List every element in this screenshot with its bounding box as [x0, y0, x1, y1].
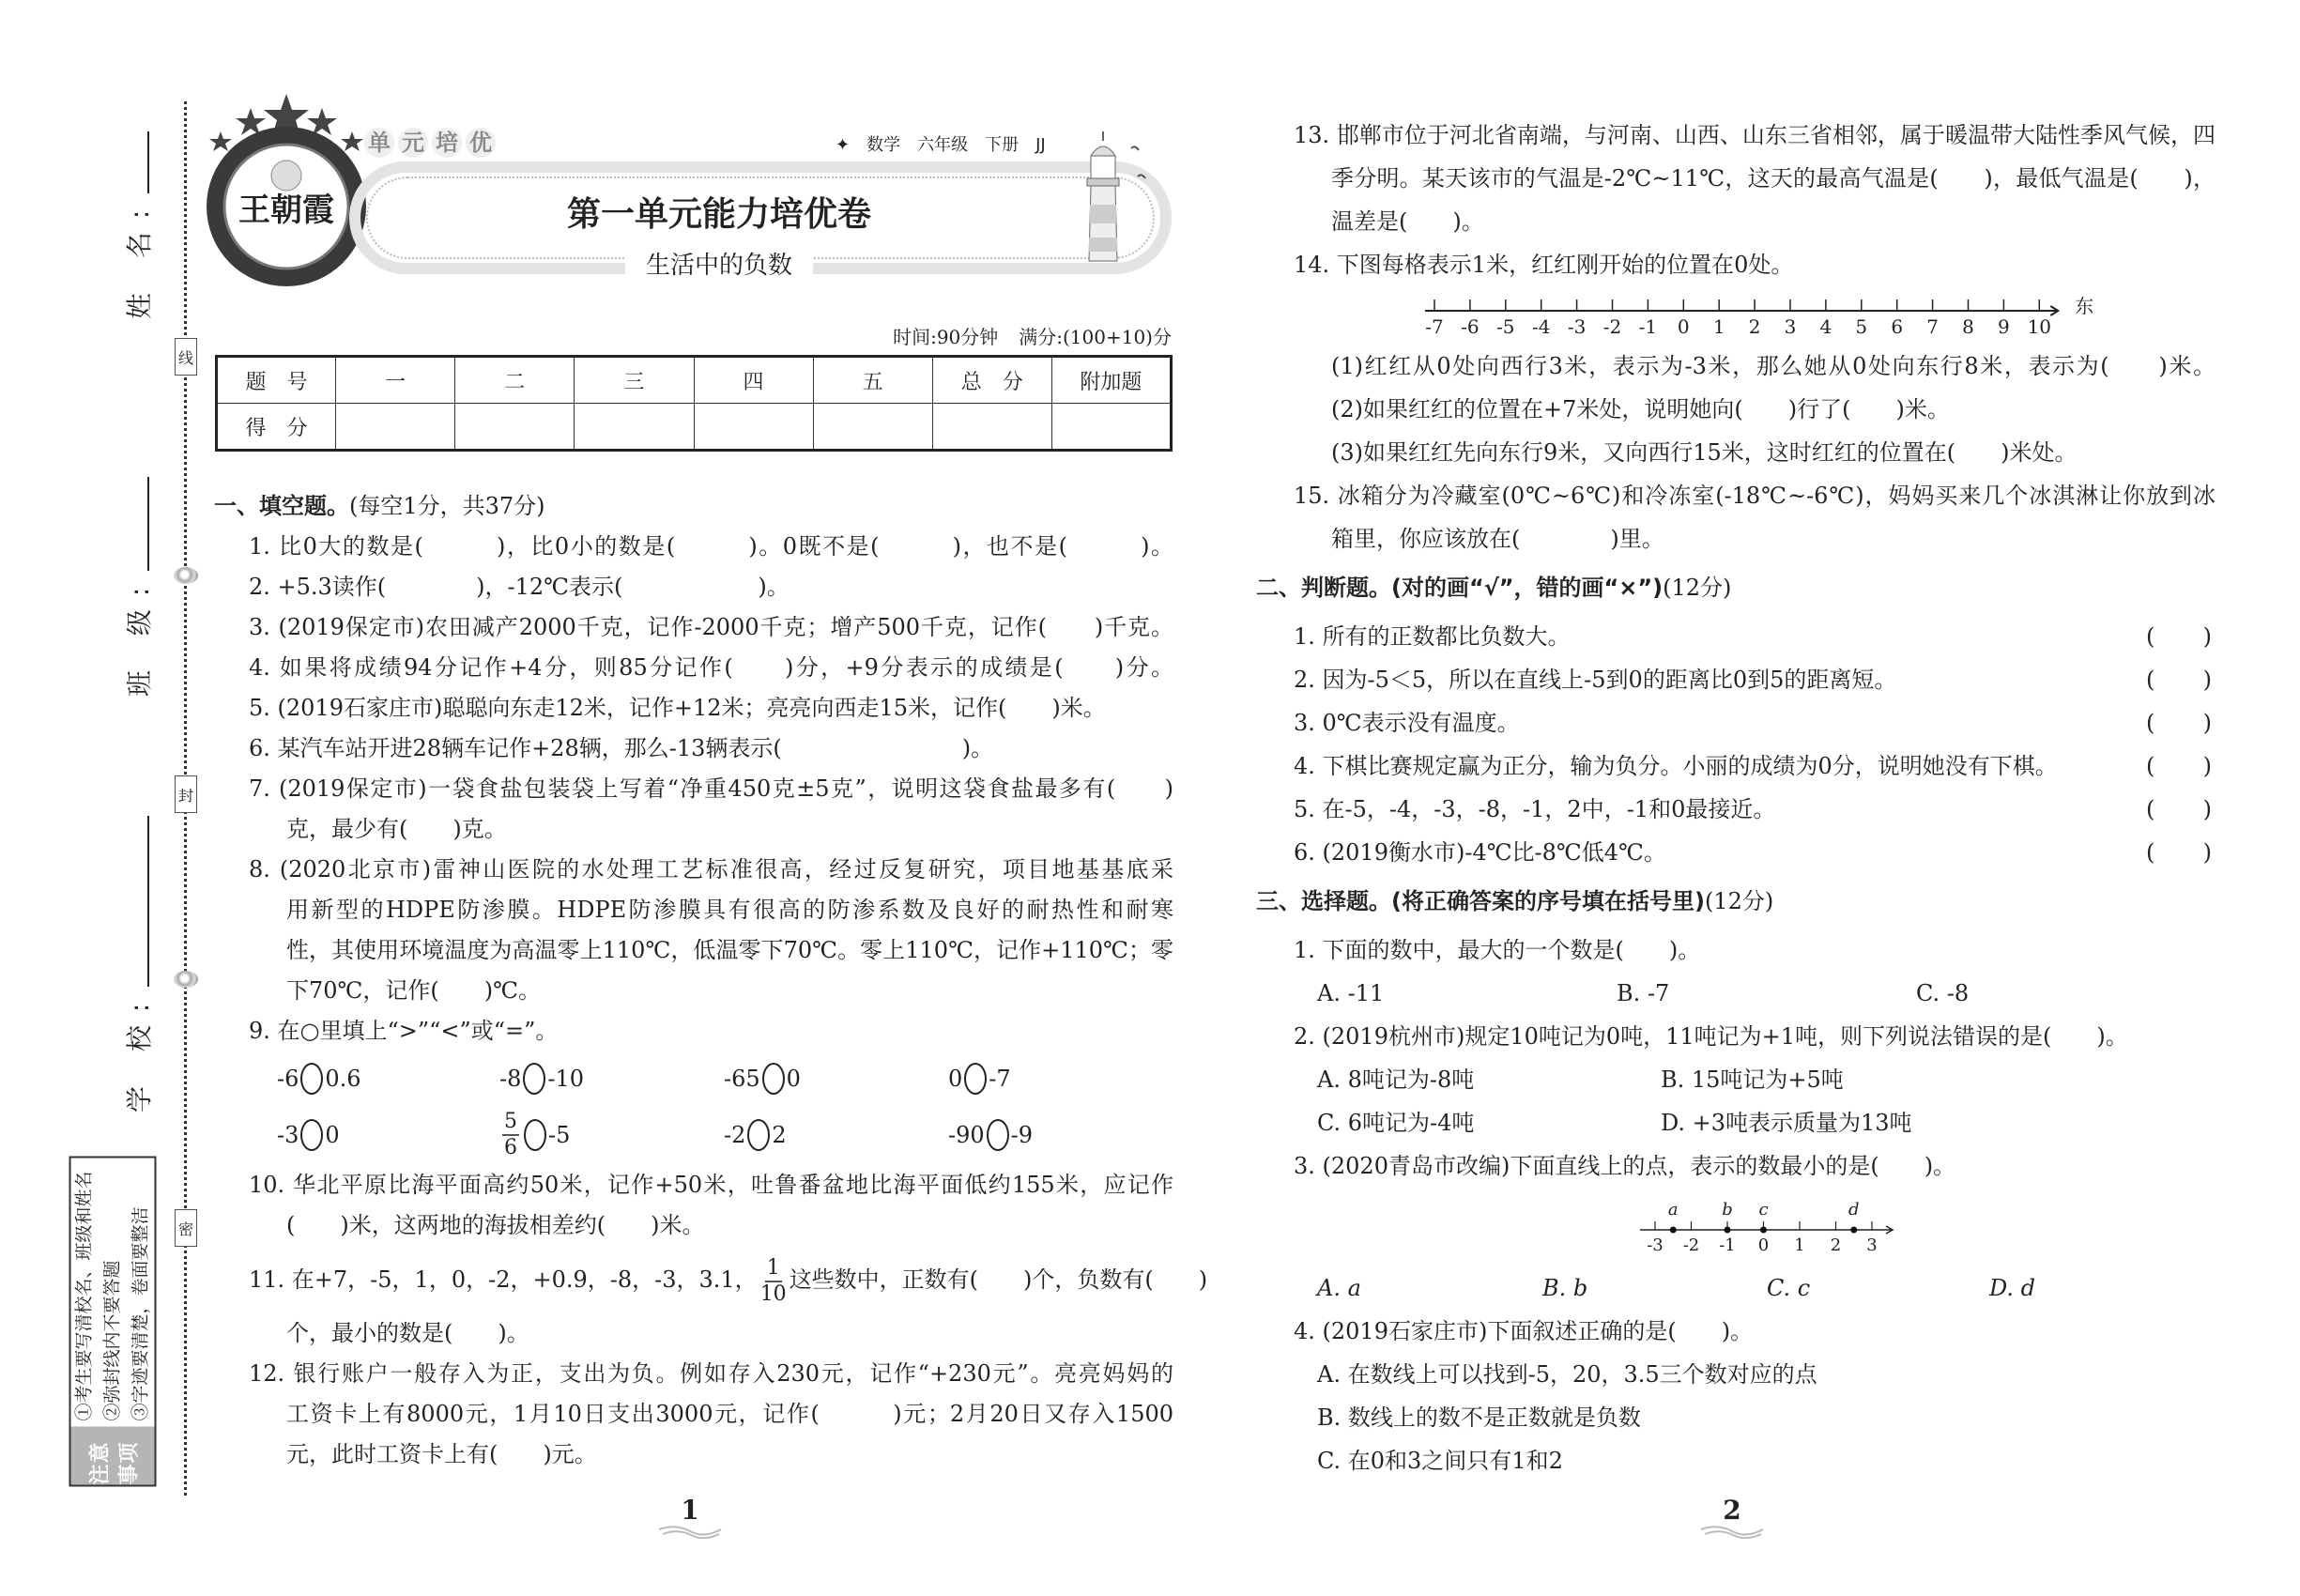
school-input-line[interactable] [127, 816, 149, 987]
answer-circle[interactable] [523, 1063, 545, 1095]
question-15-cont: 箱里，你应该放在( )里。 [1331, 526, 1664, 552]
answer-circle[interactable] [987, 1119, 1009, 1151]
score-row-label: 得 分 [217, 404, 336, 451]
score-cell[interactable] [932, 404, 1051, 451]
page-number: 1 [681, 1495, 699, 1526]
choice-options [1256, 1101, 2216, 1144]
option-d[interactable]: D. +3吨表示质量为13吨 [1661, 1110, 1912, 1136]
tick-label: -2 [1682, 1235, 1700, 1255]
fraction: $\frac{5}{6}$ [504, 1110, 517, 1159]
answer-bracket[interactable]: ( ) [2146, 710, 2212, 736]
option-c[interactable]: C. 在0和3之间只有1和2 [1317, 1448, 1563, 1474]
comparison-item: $\frac{5}{6}$ -5 [504, 1110, 571, 1159]
question-14-sub2: (2)如果红红的位置在+7米处，说明她向( )行了( )米。 [1331, 396, 1950, 422]
number-line-points [1256, 1188, 2216, 1263]
unit-tag-char: 培 [432, 128, 462, 158]
note-item: ③字迹要清楚，卷面要整洁 [130, 1206, 151, 1421]
tick-label: 3 [1784, 315, 1797, 338]
tick-label: 0 [1757, 1235, 1770, 1255]
sparkle-icon: ✦ [836, 135, 851, 155]
seal-char-xian: 线 [175, 338, 197, 376]
score-header: 总 分 [932, 357, 1051, 404]
answer-bracket[interactable]: ( ) [2146, 667, 2212, 693]
tick-label: -1 [1638, 315, 1658, 338]
answer-circle[interactable] [762, 1063, 785, 1095]
tick-label: 2 [1748, 315, 1761, 338]
choice-options [1256, 1266, 2216, 1310]
question-15: 15. 冰箱分为冷藏室(0℃~6℃)和冷冻室(-18℃~-6℃)，妈妈买来几个冰淇淋让你放到冰 [1294, 483, 2216, 509]
left-page-content [214, 486, 1208, 1475]
answer-circle[interactable] [524, 1119, 546, 1151]
option-a[interactable]: A. 8吨记为-8吨 [1317, 1067, 1475, 1093]
question-3: 3. (2019保定市)农田减产2000千克，记作-2000千克；增产500千克，记作( )千克。 [249, 614, 1173, 640]
question-12-cont: 工资卡上有8000元，1月10日支出3000元，记作( )元；2月20日又存入1500 [286, 1401, 1173, 1427]
question-12: 12. 银行账户一般存入为正，支出为负。例如存入230元，记作“+230元”。亮亮妈妈的 [249, 1360, 1173, 1387]
answer-bracket[interactable]: ( ) [2146, 623, 2212, 650]
name-input-line[interactable] [127, 131, 149, 193]
judge-item: 4. 下棋比赛规定赢为正分，输为负分。小丽的成绩为0分，说明她没有下棋。 ( ) [1256, 744, 2216, 788]
comparison-item: -3 0 [277, 1119, 499, 1151]
svg-text:王朝霞: 王朝霞 [238, 192, 334, 229]
score-cell[interactable] [575, 404, 694, 451]
judge-item: 5. 在-5，-4，-3，-8，-1，2中，-1和0最接近。 ( ) [1256, 788, 2216, 831]
score-cell[interactable] [813, 404, 932, 451]
question-10-cont: ( )米，这两地的海拔相差约( )米。 [286, 1212, 705, 1238]
direction-label: 东 [2075, 295, 2094, 317]
school-label: 学 校: [124, 990, 155, 1113]
name-field[interactable] [121, 131, 155, 319]
option-a[interactable]: A. a [1317, 1275, 1361, 1301]
tick-label: -5 [1496, 315, 1515, 338]
comparison-item: -6 0.6 [277, 1063, 499, 1095]
point-label: a [1667, 1200, 1679, 1220]
name-label: 姓 名: [124, 196, 155, 319]
choice-options [1256, 1058, 2216, 1101]
choice-question-1: 1. 下面的数中，最大的一个数是( )。 [1294, 937, 1701, 963]
volume: 下册 [985, 135, 1020, 155]
exam-time: 时间:90分钟 [893, 326, 999, 348]
score-header: 五 [813, 357, 932, 404]
edition: JJ [1035, 135, 1046, 155]
seal-char-mi: 密 [175, 1209, 197, 1247]
point-label: d [1848, 1200, 1860, 1220]
score-cell[interactable] [336, 404, 455, 451]
score-table-header-row [217, 357, 1172, 404]
notes-box [69, 1157, 157, 1487]
comparison-row [214, 1105, 1173, 1165]
score-table-score-row [217, 404, 1172, 451]
score-cell[interactable] [694, 404, 813, 451]
option-d[interactable]: D. d [1989, 1275, 2036, 1301]
score-header: 附加题 [1051, 357, 1171, 404]
exam-meta [872, 322, 1172, 349]
question-7: 7. (2019保定市)一袋食盐包装袋上写着“净重450克±5克”，说明这袋食盐最多有( ) [249, 775, 1173, 802]
unit-tag-char: 元 [398, 128, 428, 158]
choice-question-4: 4. (2019石家庄市)下面叙述正确的是( )。 [1294, 1318, 1754, 1344]
grade: 六年级 [917, 135, 969, 155]
wave-ornament-icon [657, 1526, 723, 1539]
number-line-point [1670, 1227, 1677, 1234]
coin-ornament-icon [174, 567, 198, 584]
subject: 数学 [866, 135, 901, 155]
page-title: 第一单元能力培优卷 [566, 195, 871, 234]
section-heading-fill: 一、填空题。(每空1分，共37分) [214, 493, 545, 519]
note-item: ①考生要写清校名、班级和姓名 [73, 1171, 95, 1421]
option-c[interactable]: C. -8 [1916, 980, 1970, 1006]
answer-bracket[interactable]: ( ) [2146, 839, 2212, 866]
tick-label: 4 [1819, 315, 1832, 338]
choice-question-2: 2. (2019杭州市)规定10吨记为0吨，11吨记为+1吨，则下列说法错误的是( )。 [1294, 1023, 2128, 1050]
option-c[interactable]: C. 6吨记为-4吨 [1317, 1110, 1475, 1136]
page-number: 2 [1723, 1495, 1741, 1526]
comparison-item: -8 -10 [499, 1063, 724, 1095]
right-page-content [1256, 114, 2216, 1482]
tick-label: 0 [1677, 315, 1690, 338]
tick-label: -3 [1647, 1235, 1664, 1255]
number-line-point [1850, 1227, 1857, 1234]
tick-label: 10 [2027, 315, 2052, 338]
unit-tag-char: 优 [466, 128, 496, 158]
option-c[interactable]: C. c [1767, 1275, 1811, 1301]
question-4: 4. 如果将成绩94分记作+4分，则85分记作( )分，+9分表示的成绩是( )分。 [249, 654, 1173, 681]
question-10: 10. 华北平原比海平面高约50米，记作+50米，吐鲁番盆地比海平面低约155米，应记作 [249, 1172, 1173, 1198]
fraction: $\frac{1}{10}$ [759, 1255, 787, 1306]
tick-label: 3 [1866, 1235, 1878, 1255]
answer-bracket[interactable]: ( ) [2146, 796, 2212, 822]
lighthouse-icon [1080, 130, 1155, 266]
comparison-row [214, 1051, 1173, 1105]
score-header: 四 [694, 357, 813, 404]
judge-item: 1. 所有的正数都比负数大。 ( ) [1256, 615, 2216, 658]
wave-ornament-icon [1699, 1526, 1765, 1539]
seal-char-feng: 封 [175, 775, 197, 813]
question-8-cont: 用新型的HDPE防渗膜。HDPE防渗膜具有很高的防渗系数及良好的耐热性和耐寒 [286, 897, 1173, 923]
option-b[interactable]: B. 15吨记为+5吨 [1661, 1067, 1844, 1093]
tick-label: -3 [1567, 315, 1587, 338]
question-7-cont: 克，最少有( )克。 [286, 816, 507, 842]
question-11-cont: 个，最小的数是( )。 [286, 1320, 529, 1346]
option-a[interactable]: A. -11 [1317, 980, 1385, 1006]
option-a[interactable]: A. 在数线上可以找到-5，20，3.5三个数对应的点 [1317, 1361, 1817, 1388]
exam-full-score: 满分:(100+10)分 [1019, 326, 1172, 348]
point-label: b [1722, 1200, 1733, 1220]
question-11: 11. 在+7，-5，1，0，-2，+0.9，-8，-3，3.1， $\frac{1}{10}$ 这些数中，正数有( )个，负数有( ) [249, 1255, 1208, 1306]
class-label: 班 级: [124, 574, 155, 697]
question-13-cont: 温差是( )。 [1331, 208, 1484, 235]
tick-label: 7 [1926, 315, 1939, 338]
question-14-sub1: (1)红红从0处向西行3米，表示为-3米，那么她从0处向东行8米，表示为( )米。 [1331, 353, 2216, 379]
comparison-item: -65 0 [724, 1063, 948, 1095]
tick-label: 9 [1998, 315, 2010, 338]
note-item: ②弥封线内不要答题 [101, 1260, 123, 1421]
comparison-item: -90 -9 [948, 1119, 1173, 1151]
answer-bracket[interactable]: ( ) [2146, 753, 2212, 779]
number-line-point [1760, 1227, 1767, 1234]
comparison-item: 0 -7 [948, 1063, 1173, 1095]
section-heading-choice: 三、选择题。(将正确答案的序号填在括号里)(12分) [1256, 888, 1774, 914]
subject-info [836, 131, 1063, 156]
number-line-point [1725, 1227, 1731, 1234]
tick-label: -7 [1425, 315, 1444, 338]
score-header: 二 [455, 357, 575, 404]
option-b[interactable]: B. 数线上的数不是正数就是负数 [1317, 1404, 1641, 1431]
answer-circle[interactable] [964, 1063, 987, 1095]
question-13-cont: 季分明。某天该市的气温是-2℃~11℃，这天的最高气温是( )，最低气温是( )， [1331, 165, 2216, 192]
coin-ornament-icon [174, 971, 198, 988]
tick-label: 5 [1855, 315, 1868, 338]
tick-label: 6 [1891, 315, 1904, 338]
unit-tag-char: 单 [364, 128, 394, 158]
section-heading-judge: 二、判断题。(对的画“√”，错的画“×”)(12分) [1256, 575, 1732, 601]
score-header: 一 [336, 357, 455, 404]
school-field[interactable] [121, 816, 155, 1113]
point-label: c [1758, 1200, 1769, 1220]
question-5: 5. (2019石家庄市)聪聪向东走12米，记作+12米；亮亮向西走15米，记作( )米。 [249, 695, 1106, 721]
question-12-cont: 元，此时工资卡上有( )元。 [286, 1441, 597, 1467]
tick-label: 8 [1962, 315, 1974, 338]
question-9: 9. 在○里填上“>”“<”或“=”。 [249, 1018, 559, 1044]
question-8-cont: 下70℃，记作( )℃。 [286, 977, 541, 1004]
class-input-line[interactable] [127, 477, 149, 571]
tick-label: 2 [1830, 1235, 1842, 1255]
choice-options [1256, 972, 2216, 1015]
tick-label: -1 [1719, 1235, 1736, 1255]
tick-label: 1 [1794, 1235, 1805, 1255]
notes-title: 注意事项 [71, 1427, 155, 1485]
answer-circle[interactable] [300, 1063, 323, 1095]
question-6: 6. 某汽车站开进28辆车记作+28辆，那么-13辆表示( )。 [249, 735, 994, 761]
question-13: 13. 邯郸市位于河北省南端，与河南、山西、山东三省相邻，属于暖温带大陆性季风气候，四 [1294, 122, 2216, 148]
page-subtitle: 生活中的负数 [625, 246, 813, 281]
judge-item: 6. (2019衡水市)-4℃比-8℃低4℃。 ( ) [1256, 831, 2216, 874]
tick-label: -2 [1602, 315, 1622, 338]
score-header: 题 号 [217, 357, 336, 404]
question-1: 1. 比0大的数是( )，比0小的数是( )。0既不是( )，也不是( )。 [249, 533, 1173, 560]
answer-circle[interactable] [300, 1119, 323, 1151]
question-8: 8. (2020北京市)雷神山医院的水处理工艺标准很高，经过反复研究，项目地基基底采 [249, 856, 1173, 882]
class-field[interactable] [121, 477, 155, 697]
comparison-item: -2 2 [724, 1119, 948, 1151]
judge-item: 3. 0℃表示没有温度。 ( ) [1256, 701, 2216, 744]
score-cell[interactable] [1051, 404, 1171, 451]
judge-item: 2. 因为-5＜5，所以在直线上-5到0的距离比0到5的距离短。 ( ) [1256, 658, 2216, 701]
publisher-logo [192, 89, 380, 291]
answer-circle[interactable] [747, 1119, 770, 1151]
question-8-cont: 性，其使用环境温度为高温零上110℃，低温零下70℃。零上110℃，记作+110℃；零 [286, 937, 1173, 963]
question-14: 14. 下图每格表示1米，红红刚开始的位置在0处。 [1294, 252, 1794, 278]
number-line-east [1256, 286, 2216, 341]
score-header: 三 [575, 357, 694, 404]
question-14-sub3: (3)如果红红先向东行9米，又向西行15米，这时红红的位置在( )米处。 [1331, 439, 2078, 466]
option-b[interactable]: B. b [1542, 1275, 1588, 1301]
score-table [215, 355, 1173, 452]
choice-question-3: 3. (2020青岛市改编)下面直线上的点，表示的数最小的是( )。 [1294, 1153, 1956, 1179]
question-2: 2. +5.3读作( )，-12℃表示( )。 [249, 574, 790, 600]
option-b[interactable]: B. -7 [1617, 980, 1670, 1006]
score-cell[interactable] [455, 404, 575, 451]
tick-label: -4 [1531, 315, 1551, 338]
tick-label: -6 [1461, 315, 1480, 338]
unit-tag [364, 128, 496, 158]
tick-label: 1 [1712, 315, 1725, 338]
